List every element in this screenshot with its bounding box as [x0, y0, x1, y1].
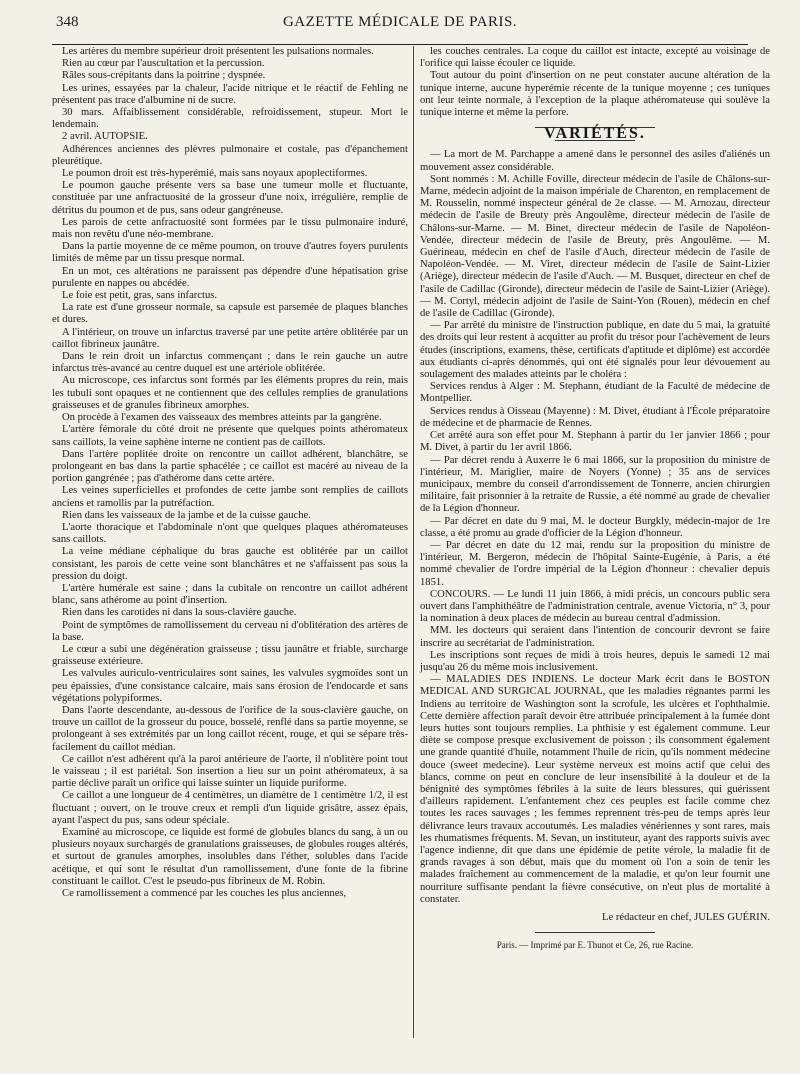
- paragraph: Le foie est petit, gras, sans infarctus.: [62, 290, 218, 302]
- paragraph: En un mot, ces altérations ne paraissent pas dépendre d'une hépatisation grise purulente en nappes ou abcédée.: [52, 265, 408, 289]
- left-column: [52, 46, 408, 900]
- paragraph: La rate est d'une grosseur normale, sa capsule est parsemée de plaques blanches et dures.: [52, 302, 408, 326]
- paragraph: L'artère fémorale du côté droit ne présente que quelques points athéromateux sans caillots, la veine saphène interne ne contient pas de caillots.: [52, 424, 408, 448]
- paragraph: Râles sous-crépitants dans la poitrine ; dyspnée.: [62, 70, 266, 82]
- paragraph: Point de symptômes de ramollissement du cerveau ni d'oblitération des artères de la base.: [52, 619, 408, 643]
- paragraph: On procède à l'examen des vaisseaux des membres atteints par la gangrène.: [62, 412, 382, 424]
- paragraph: Services rendus à Alger : M. Stephann, étudiant de la Faculté de médecine de Montpellier.: [420, 381, 770, 405]
- paragraph: Rien dans les vaisseaux de la jambe et de la cuisse gauche.: [62, 509, 311, 521]
- paragraph: A l'intérieur, on trouve un infarctus traversé par une petite artère oblitérée par un caillot fibrineux jaunâtre.: [52, 326, 408, 350]
- paragraph: Rien dans les carotides ni dans la sous-clavière gauche.: [62, 607, 297, 619]
- paragraph: Les parois de cette anfractuosité sont formées par le tissu pulmonaire induré, mais non revêtu d'une néo-membrane.: [52, 216, 408, 241]
- paragraph: MM. les docteurs qui seraient dans l'intention de concourir devront se faire inscrire au secrétariat de l'administration.: [420, 625, 770, 649]
- journal-title: GAZETTE MÉDICALE DE PARIS.: [282, 14, 518, 30]
- printer-imprint: Paris. — Imprimé par E. Thunot et Ce, 26, rue Racine.: [496, 940, 694, 951]
- paragraph: — MALADIES DES INDIENS. Le docteur Mark écrit dans le BOSTON MEDICAL AND SURGICAL JOURNAL, que les maladies régnantes parmi les Indiens au territoire de Washington sont la scrofule, les ulcères et l'ophthalmie. Cette dernière affection paraît devoir être attribuée principalement à la fumée dont leurs huttes sont toujours remplies. La phthisie y est également commune. Leur diète se compose presque exclusivement de poisson ; ils consomment également une grande quantité d'huile, notamment l'huile de ricin, qu'ils nomment médecine douce (sweet medecine). Leur système nerveux est moins actif que celui des blancs, comme on peut en conclure de leur insensibilité à la douleur et de la bénignité des symptômes fébriles à la suite de leurs blessures, qui guérissent d'ailleurs rapidement. L'enfantement chez ces peuples est facile comme chez toutes les races sauvages ; les femmes reprennent très-peu de temps après leur délivrance leurs travaux accoutumés. Les maladies vénériennes y sont rares, mais les rhumatismes fréquents. M. Sevan, un instituteur, ayant des rapports suivis avec l'agence indienne, dit que dans une épidémie de petite vérole, la maladie fit de grands ravages à son début, mais que du moment où l'on a soin de tenir les malades fraîchement au commencement de la maladie, et qu'on leur fournit une nourriture suffisante pendant la fièvre consécutive, on n'eut plus de mortalité à constater.: [420, 674, 770, 905]
- paragraph: — La mort de M. Parchappe a amené dans le personnel des asiles d'aliénés un mouvement assez considérable.: [420, 149, 770, 173]
- paragraph: CONCOURS. — Le lundi 11 juin 1866, à midi précis, un concours public sera ouvert dans l'amphithéâtre de l'administration centrale, avenue Victoria, n° 3, pour la nomination à deux places de médecin au bureau central d'admission.: [420, 588, 770, 625]
- paragraph: Les valvules auriculo-ventriculaires sont saines, les valvules sygmoïdes sont un peu épaissies, d'une consistance calcaire, mais sans érosion de l'endocarde et sans végétations polypiformes.: [52, 668, 408, 704]
- paragraph: Sont nommés : M. Achille Foville, directeur médecin de l'asile de Châlons-sur-Marne, médecin adjoint de la maison impériale de Charenton, en remplacement de M. Rousselin, nommé inspecteur général de 2e classe. — M. Arnozau, directeur médecin de l'asile de Breuty près Angoulême, directeur médecin de l'asile de Châlons-sur-Marne. — M. Binet, directeur médecin de l'asile de Napoléon-Vendée, directeur médecin de l'asile de Breuty, près Angoulême. — M. Guérineau, médecin en chef de l'asile d'Auch, directeur médecin de l'asile de Napoléon-Vendée. — M. Viret, directeur médecin de l'asile de Saint-Lizier (Ariège), directeur médecin de l'asile d'Auch. — M. Busquet, directeur en chef de l'asile de Cadillac (Gironde), directeur médecin de l'asile de Saint-Lizier (Ariège). — M. Cortyl, médecin adjoint de l'asile de Saint-Yon (Rouen), médecin en chef de l'asile de Cadillac (Gironde).: [420, 173, 770, 320]
- paragraph: les couches centrales. La coque du caillot est intacte, excepté au voisinage de l'orifice qui laisse écouler ce liquide.: [420, 46, 770, 70]
- paragraph: Dans l'aorte descendante, au-dessous de l'orifice de la sous-clavière gauche, on trouve un caillot de la grosseur du pouce, bosselé, renflé dans sa partie moyenne, se prolongeant à ses extrémités par un long caillot récent, rouge, et qui se sépare très-facilement du caillot médian.: [52, 704, 408, 753]
- paragraph: Les artères du membre supérieur droit présentent les pulsations normales.: [62, 46, 374, 57]
- paragraph: Dans l'artère poplitée droite on rencontre un caillot adhérent, blanchâtre, se prolongeant en bas dans la partie sphacélée ; ce caillot est macéré au niveau de la portion gangrénée ; pas d'athérome dans cette artère.: [52, 448, 408, 485]
- paragraph: Les veines superficielles et profondes de cette jambe sont remplies de caillots anciens et ramollis par la putréfaction.: [52, 485, 408, 509]
- paragraph: — Par arrêté du ministre de l'instruction publique, en date du 5 mai, la gratuité des droits qui leur restent à acquitter au profit du trésor pour l'achèvement de leurs études (inscriptions, examens, thèse, certificats d'aptitude et diplôme) est accordée aux étudiants ci-après dénommés, qui ont été signalés pour leur dévouement au soulagement des malades atteints par le choléra :: [420, 320, 770, 381]
- paragraph: Tout autour du point d'insertion on ne peut constater aucune altération de la tunique interne, aucune hyperémie récente de la tunique moyenne ; ces tuniques ont leur teinte normale, à l'exception de la plaque athéromateuse qui soulève la tunique interne et même la perfore.: [420, 70, 770, 119]
- right-column: [420, 46, 770, 951]
- paragraph: — Par décret en date du 12 mai, rendu sur la proposition du ministre de l'intérieur, M. Bergeron, médecin de l'hôpital Sainte-Eugénie, à Paris, a été nommé chevalier de l'ordre impérial de la Légion d'honneur : chevalier depuis 1851.: [420, 539, 770, 588]
- header-rule: [52, 44, 748, 45]
- paragraph: — Par décret rendu à Auxerre le 6 mai 1866, sur la proposition du ministre de l'intérieur, M. Mariglier, maire de Noyers (Yonne) ; 35 ans de services municipaux, membre du conseil d'arrondissement de Tonnerre, ancien chirurgien militaire, fait prisonnier à la retraite de Russie, a été nommé au grade de chevalier de la Légion d'honneur.: [420, 454, 770, 515]
- editor-signature: Le rédacteur en chef, JULES GUÉRIN.: [602, 912, 770, 924]
- paragraph: Cet arrêté aura son effet pour M. Stephann à partir du 1er janvier 1866 ; pour M. Divet, à partir du 1er avril 1866.: [420, 430, 770, 454]
- paragraph: L'aorte thoracique et l'abdominale n'ont que quelques plaques athéromateuses sans caillots.: [52, 521, 408, 546]
- paragraph: 2 avril. AUTOPSIE.: [62, 131, 148, 143]
- page-number: 348: [56, 14, 79, 30]
- signature-rule: [535, 932, 655, 933]
- paragraph: L'artère humérale est saine ; dans la cubitale on rencontre un caillot adhérent blanc, sans athérome au point d'insertion.: [52, 582, 408, 607]
- paragraph: Au microscope, ces infarctus sont formés par les éléments propres du rein, mais les tubuli sont opaques et ne contiennent que des cellules remplies de granulations graisseuses et de granules fibrineux amorphes.: [52, 375, 408, 411]
- paragraph: Le poumon gauche présente vers sa base une tumeur molle et fluctuante, constituée par une anfractuosité de la grosseur d'une noix, irrégulière, remplie de détritus du poumon et de pus, sans odeur gangréneuse.: [52, 180, 408, 216]
- paragraph: Le poumon droit est très-hyperémié, mais sans noyaux apoplectiformes.: [62, 168, 368, 180]
- column-divider: [413, 46, 414, 1038]
- paragraph: Dans le rein droit un infarctus commençant ; dans le rein gauche un autre infarctus très-avancé au centre duquel est une artériole oblitérée.: [52, 351, 408, 375]
- paragraph: Les inscriptions sont reçues de midi à trois heures, depuis le samedi 12 mai jusqu'au 26 du même mois inclusivement.: [420, 649, 770, 673]
- paragraph: Ce caillot n'est adhérent qu'à la paroi antérieure de l'aorte, il n'oblitère point tout le vaisseau ; il est pariétal. Son insertion a lieu sur un point athéromateux, à sa partie déclive paraît un orifice qui laisse suinter un liquide puriforme.: [52, 753, 408, 790]
- paragraph: La veine médiane céphalique du bras gauche est oblitérée par un caillot consistant, les parois de cette veine sont blanchâtres et ne s'affaissent pas sous la pression du doigt.: [52, 546, 408, 582]
- section-title-varietes: VARIÉTÉS.: [544, 125, 646, 143]
- paragraph: — Par décret en date du 9 mai, M. le docteur Burgkly, médecin-major de 1re classe, a été promu au grade d'officier de la Légion d'honneur.: [420, 515, 770, 539]
- paragraph: 30 mars. Affaiblissement considérable, refroidissement, stupeur. Mort le lendemain.: [52, 107, 408, 131]
- paragraph: Le cœur a subi une dégénération graisseuse ; tissu jaunâtre et friable, surcharge graisseuse extérieure.: [52, 643, 408, 668]
- paragraph: Les urines, essayées par la chaleur, l'acide nitrique et le réactif de Fehling ne présentent pas trace d'albumine ni de sucre.: [52, 82, 408, 106]
- paragraph: Rien au cœur par l'auscultation et la percussion.: [62, 58, 265, 70]
- paragraph: Ce caillot a une longueur de 4 centimètres, un diamètre de 1 centimètre 1/2, il est fluctuant ; ouvert, on le trouve creux et rempli d'un liquide grisâtre, assez épais, ayant l'aspect du pus, sans odeur spéciale.: [52, 790, 408, 826]
- page-header: [0, 10, 800, 40]
- paragraph: Examiné au microscope, ce liquide est formé de globules blancs du sang, à un ou plusieurs noyaux surchargés de granulations graisseuses, de globules rouges altérés, et surtout de granules amorphes, insolubles dans l'éther, solubles dans l'acide acétique, et qui sont le résultat d'un ramollissement, d'une fonte de la fibrine constituant le caillot. C'est le pseudo-pus fibrineux de M. Robin.: [52, 827, 408, 887]
- paragraph: Dans la partie moyenne de ce même poumon, on trouve d'autres foyers purulents limités de même par un tissu presque normal.: [52, 241, 408, 265]
- paragraph: Ce ramollissement a commencé par les couches les plus anciennes,: [62, 888, 347, 900]
- paragraph: Adhérences anciennes des plèvres pulmonaire et costale, pas d'épanchement pleurétique.: [52, 143, 408, 167]
- paragraph: Services rendus à Oisseau (Mayenne) : M. Divet, étudiant à l'École préparatoire de médecine et de pharmacie de Rennes.: [420, 405, 770, 429]
